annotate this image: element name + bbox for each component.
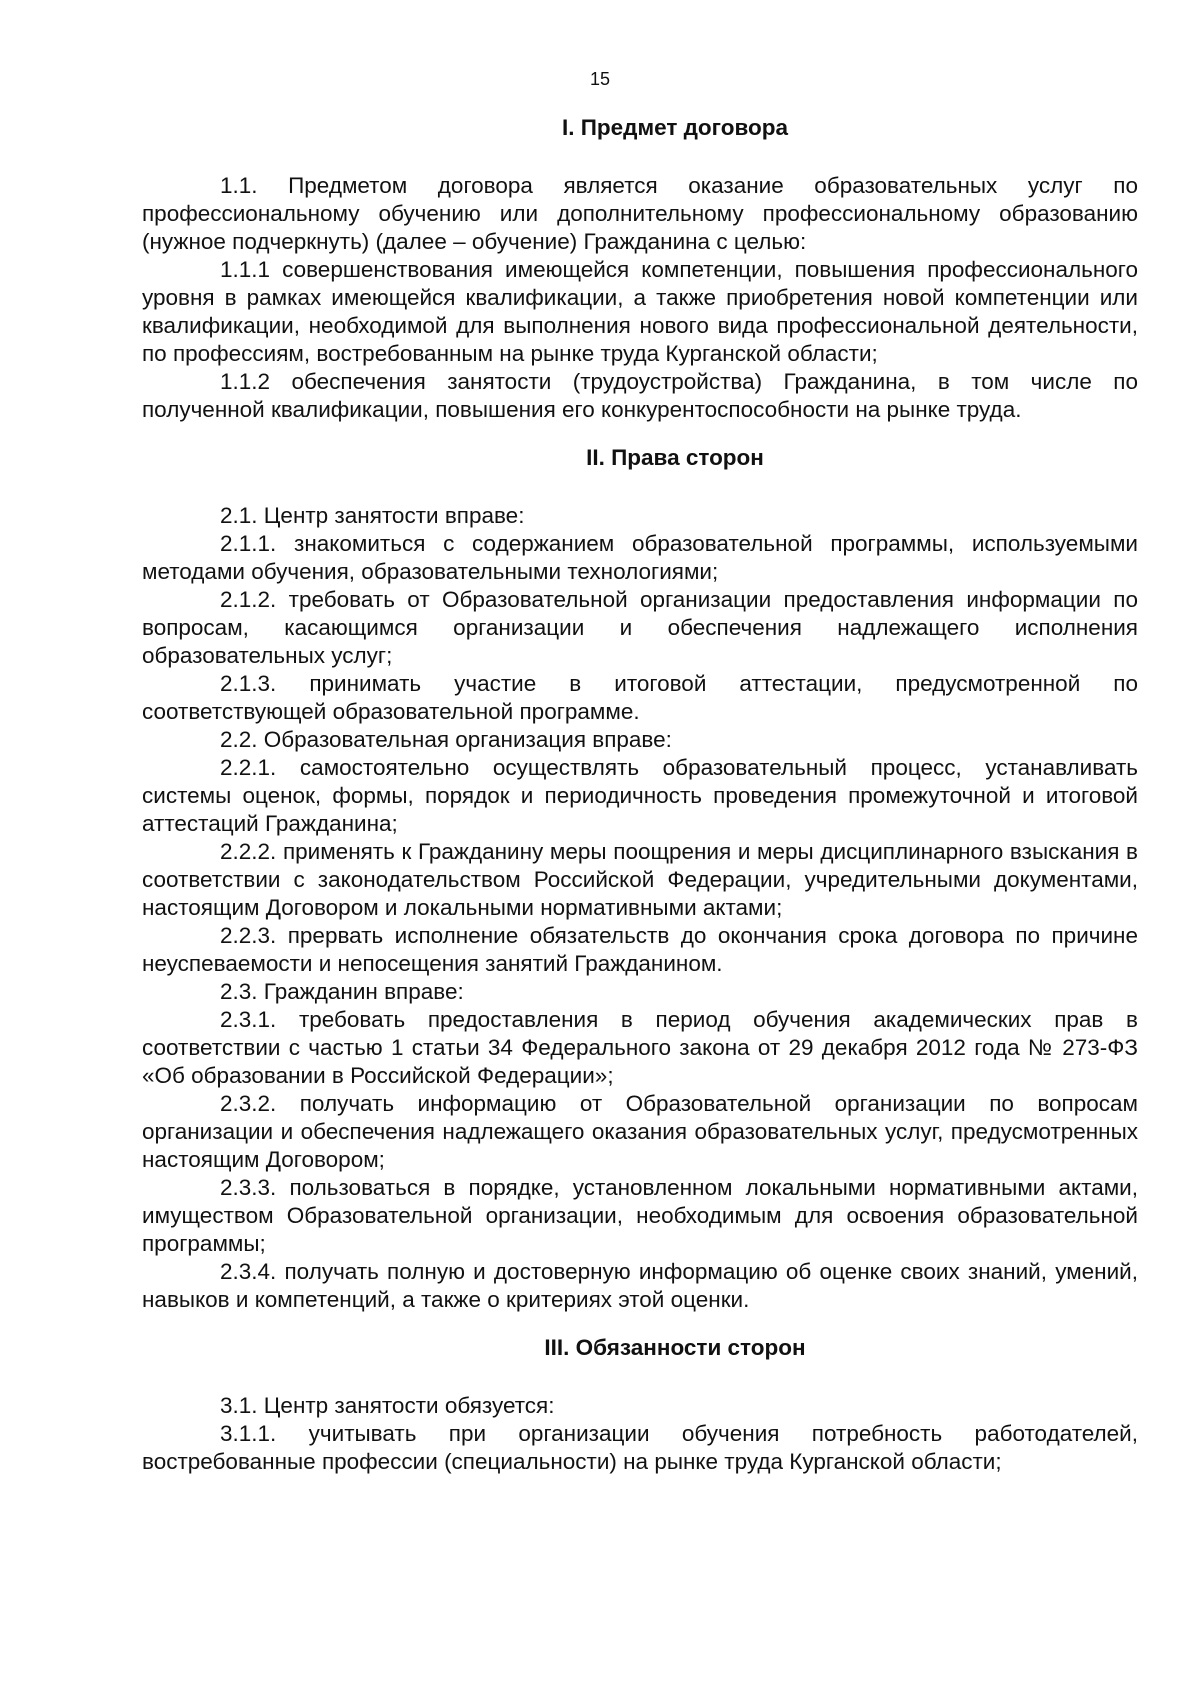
paragraph-1-1: 1.1. Предметом договора является оказание образовательных услуг по профессиональному обучению или дополнительному профессиональному образованию (нужное подчеркнуть) (далее – обучение) Гражданина с целью: <box>142 173 1138 254</box>
paragraph-2-3-4: 2.3.4. получать полную и достоверную информацию об оценке своих знаний, умений, навыков и компетенций, а также о критериях этой оценки. <box>142 1259 1138 1312</box>
paragraph-2-2-1: 2.2.1. самостоятельно осуществлять образовательный процесс, устанавливать системы оценок, формы, порядок и периодичность проведения промежуточной и итоговой аттестаций Гражданина; <box>142 755 1138 836</box>
paragraph-2-3-3: 2.3.3. пользоваться в порядке, установленном локальными нормативными актами, имуществом Образовательной организации, необходимым для освоения образовательной программы; <box>142 1175 1138 1256</box>
paragraph-2-1-2: 2.1.2. требовать от Образовательной организации предоставления информации по вопросам, касающимся организации и обеспечения надлежащего исполнения образовательных услуг; <box>142 587 1138 668</box>
paragraph-2-2-2: 2.2.2. применять к Гражданину меры поощрения и меры дисциплинарного взыскания в соответствии с законодательством Российской Федерации, учредительными документами, настоящим Договором и локальными нормативными актами; <box>142 839 1138 920</box>
paragraph-1-1-2: 1.1.2 обеспечения занятости (трудоустройства) Гражданина, в том числе по полученной квалификации, повышения его конкурентоспособности на рынке труда. <box>142 369 1138 422</box>
paragraph-3-1: 3.1. Центр занятости обязуется: <box>220 1393 555 1418</box>
paragraph-2-3-2: 2.3.2. получать информацию от Образовательной организации по вопросам организации и обеспечения надлежащего оказания образовательных услуг, предусмотренных настоящим Договором; <box>142 1091 1138 1172</box>
paragraph-2-1-1: 2.1.1. знакомиться с содержанием образовательной программы, используемыми методами обучения, образовательными технологиями; <box>142 531 1138 584</box>
paragraph-2-3: 2.3. Гражданин вправе: <box>220 979 464 1004</box>
paragraph-2-2: 2.2. Образовательная организация вправе: <box>220 727 672 752</box>
paragraph-2-2-3: 2.2.3. прервать исполнение обязательств до окончания срока договора по причине неуспеваемости и непосещения занятий Гражданином. <box>142 923 1138 976</box>
page-number: 15 <box>589 69 611 89</box>
section-title-obligations: III. Обязанности сторон <box>544 1335 806 1360</box>
paragraph-2-1-3: 2.1.3. принимать участие в итоговой аттестации, предусмотренной по соответствующей образовательной программе. <box>142 671 1138 724</box>
section-title-subject: I. Предмет договора <box>562 115 788 140</box>
paragraph-2-3-1: 2.3.1. требовать предоставления в период обучения академических прав в соответствии с частью 1 статьи 34 Федерального закона от 29 декабря 2012 года № 273-ФЗ «Об образовании в Российской Федерации»; <box>142 1007 1138 1088</box>
document-body <box>142 114 1138 1476</box>
paragraph-3-1-1: 3.1.1. учитывать при организации обучения потребность работодателей, востребованные профессии (специальности) на рынке труда Курганской области; <box>142 1421 1138 1474</box>
paragraph-1-1-1: 1.1.1 совершенствования имеющейся компетенции, повышения профессионального уровня в рамках имеющейся квалификации, а также приобретения новой компетенции или квалификации, необходимой для выполнения нового вида профессиональной деятельности, по профессиям, востребованным на рынке труда Курганской области; <box>142 257 1138 366</box>
section-title-rights: II. Права сторон <box>586 445 764 470</box>
paragraph-2-1: 2.1. Центр занятости вправе: <box>220 503 525 528</box>
